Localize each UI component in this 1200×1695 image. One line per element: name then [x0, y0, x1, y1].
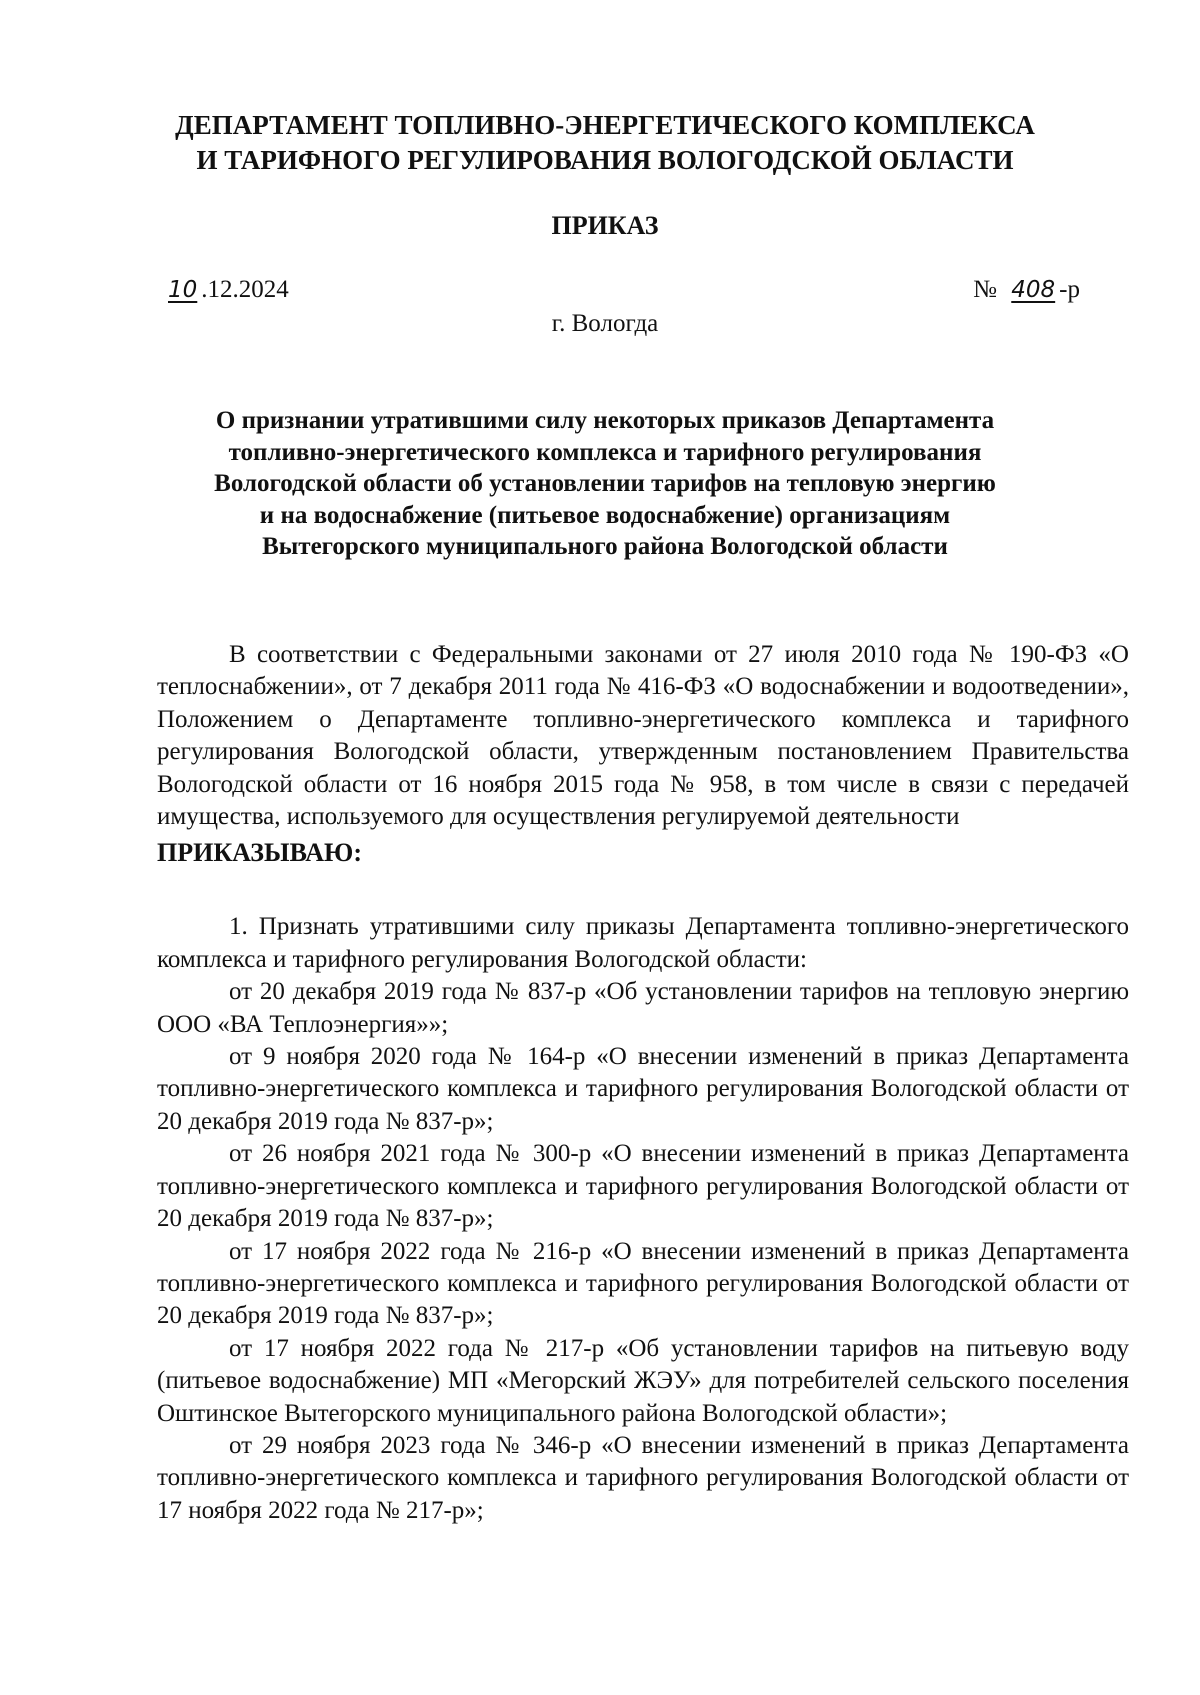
- subject-line-4: и на водоснабжение (питьевое водоснабжение) организациям: [259, 501, 951, 529]
- date-day-handwritten: 10: [168, 277, 198, 303]
- date-rest: .12.2024: [201, 276, 289, 303]
- preamble-paragraph: В соответствии с Федеральными законами от 27 июля 2010 года № 190-ФЗ «О теплоснабжении», от 7 декабря 2011 года № 416-ФЗ «О водоснабжении и водоотведении», Положением о Департаменте топливно-энергетического комплекса и тарифного регулирования Вологодской области, утвержденным постановлением Правительства Вологодской области от 16 ноября 2015 года № 958, в том числе в связи с передачей имущества, используемого для осуществления регулируемой деятельности: [157, 641, 1129, 831]
- decree-item: от 29 ноября 2023 года № 346-р «О внесении изменений в приказ Департамента топливно-энергетического комплекса и тарифного регулирования Вологодской области от 17 ноября 2022 года № 217-р»;: [157, 1431, 1129, 1524]
- order-subject: [160, 405, 1050, 563]
- order-date: [160, 275, 289, 305]
- decree-word: ПРИКАЗЫВАЮ:: [157, 838, 362, 868]
- subject-line-3: Вологодской области об установлении тарифов на тепловую энергию: [214, 470, 996, 497]
- header-line-2: И ТАРИФНОГО РЕГУЛИРОВАНИЯ ВОЛОГОДСКОЙ ОБЛАСТИ: [196, 145, 1014, 175]
- decree-item: от 26 ноября 2021 года № 300-р «О внесении изменений в приказ Департамента топливно-энергетического комплекса и тарифного регулирования Вологодской области от 20 декабря 2019 года № 837-р»;: [157, 1140, 1129, 1233]
- decree-item: от 17 ноября 2022 года № 216-р «О внесении изменений в приказ Департамента топливно-энергетического комплекса и тарифного регулирования Вологодской области от 20 декабря 2019 года № 837-р»;: [157, 1237, 1129, 1330]
- number-handwritten: 408: [1011, 277, 1056, 303]
- subject-line-5: Вытегорского муниципального района Вологодской области: [262, 533, 948, 560]
- decree-item: от 9 ноября 2020 года № 164-р «О внесении изменений в приказ Департамента топливно-энергетического комплекса и тарифного регулирования Вологодской области от 20 декабря 2019 года № 837-р»;: [157, 1043, 1129, 1135]
- order-number: [973, 275, 1080, 305]
- department-header: [120, 108, 1090, 178]
- number-prefix: №: [973, 276, 998, 303]
- subject-line-1: О признании утратившими силу некоторых приказов Департамента: [215, 407, 995, 434]
- decree-item: от 20 декабря 2019 года № 837-р «Об установлении тарифов на тепловую энергию ООО «ВА Теплоэнергия»»;: [157, 978, 1129, 1038]
- header-line-1: ДЕПАРТАМЕНТ ТОПЛИВНО-ЭНЕРГЕТИЧЕСКОГО КОМПЛЕКСА: [175, 110, 1035, 140]
- decree-item: от 17 ноября 2022 года № 217-р «Об установлении тарифов на питьевую воду (питьевое водоснабжение) МП «Мегорский ЖЭУ» для потребителей сельского поселения Оштинское Вытегорского муниципального района Вологодской области»;: [157, 1334, 1129, 1427]
- document-body: [157, 639, 1129, 1527]
- order-title: ПРИКАЗ: [551, 211, 659, 240]
- city: г. Вологда: [551, 310, 659, 337]
- number-suffix: -р: [1059, 276, 1080, 303]
- decree-item: 1. Признать утратившими силу приказы Департамента топливно-энергетического комплекса и тарифного регулирования Вологодской области:: [157, 913, 1129, 973]
- decree-items: [157, 911, 1129, 1527]
- subject-line-2: топливно-энергетического комплекса и тарифного регулирования: [228, 438, 982, 466]
